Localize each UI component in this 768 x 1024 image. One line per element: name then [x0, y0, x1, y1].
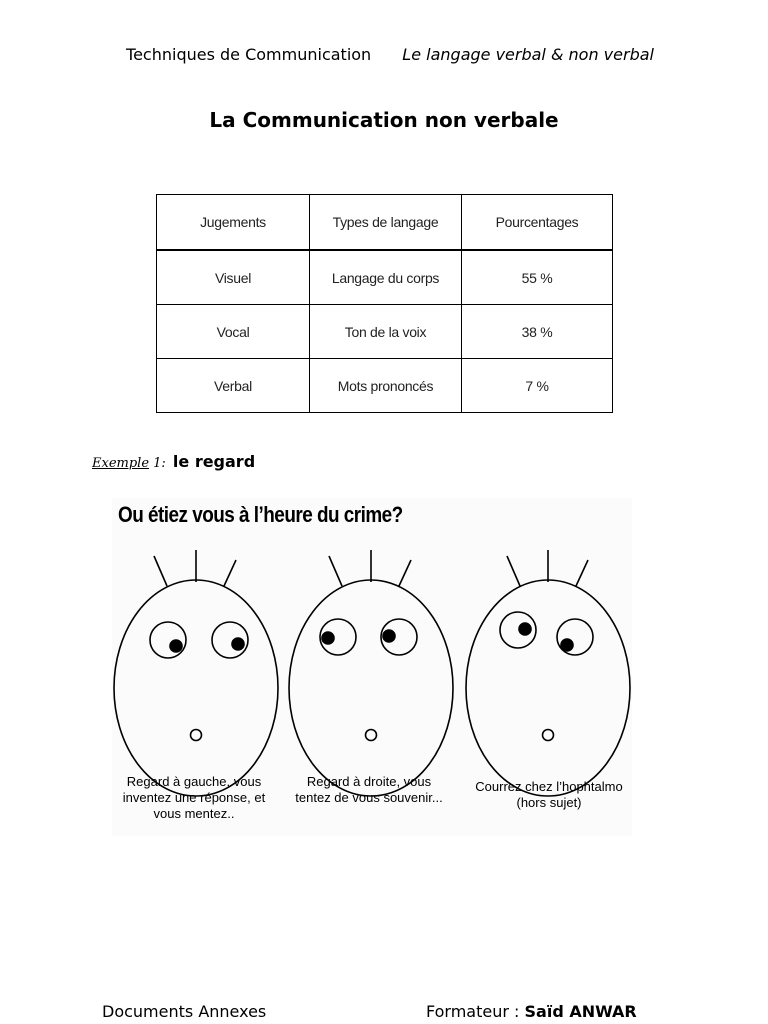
table-cell: 55 % — [462, 250, 613, 305]
table-header: Jugements — [157, 195, 310, 251]
footer-left: Documents Annexes — [102, 1002, 267, 1021]
table-cell: Langage du corps — [310, 250, 462, 305]
example-topic: le regard — [172, 452, 256, 471]
footer-right — [426, 1002, 637, 1021]
example-label: Exemple 1: — [92, 456, 166, 471]
course-title: Techniques de Communication — [126, 45, 372, 64]
communication-table — [156, 194, 613, 413]
table-header-row — [157, 195, 613, 251]
table-header: Types de langage — [310, 195, 462, 251]
caption-left-gaze: Regard à gauche, vous inventez une réponse, et vous mentez.. — [122, 774, 266, 821]
table-cell: Vocal — [157, 305, 310, 359]
face-right-gaze — [289, 550, 453, 796]
footer-label: Formateur : — [426, 1002, 525, 1021]
caption-crossed-eyes: Courrez chez l’hophtalmo (hors sujet) — [475, 779, 623, 810]
document-header — [110, 44, 670, 65]
table-cell: 38 % — [462, 305, 613, 359]
table-cell: Verbal — [157, 359, 310, 413]
example-heading — [92, 452, 255, 471]
table-cell: Ton de la voix — [310, 305, 462, 359]
face-left-gaze — [114, 550, 278, 796]
gaze-cartoon — [112, 498, 632, 836]
face-crossed-eyes — [466, 550, 630, 796]
table-header: Pourcentages — [462, 195, 613, 251]
footer-author: Saïd ANWAR — [524, 1002, 637, 1021]
page-title: La Communication non verbale — [209, 108, 559, 132]
table-row — [157, 305, 613, 359]
table-cell: 7 % — [462, 359, 613, 413]
table-row — [157, 359, 613, 413]
cartoon-title: Ou étiez vous à l’heure du crime? — [118, 502, 403, 527]
table-cell: Visuel — [157, 250, 310, 305]
table-cell: Mots prononcés — [310, 359, 462, 413]
caption-right-gaze: Regard à droite, vous tentez de vous souvenir... — [295, 774, 443, 805]
course-subject: Le langage verbal & non verbal — [402, 45, 654, 64]
table-row — [157, 250, 613, 305]
